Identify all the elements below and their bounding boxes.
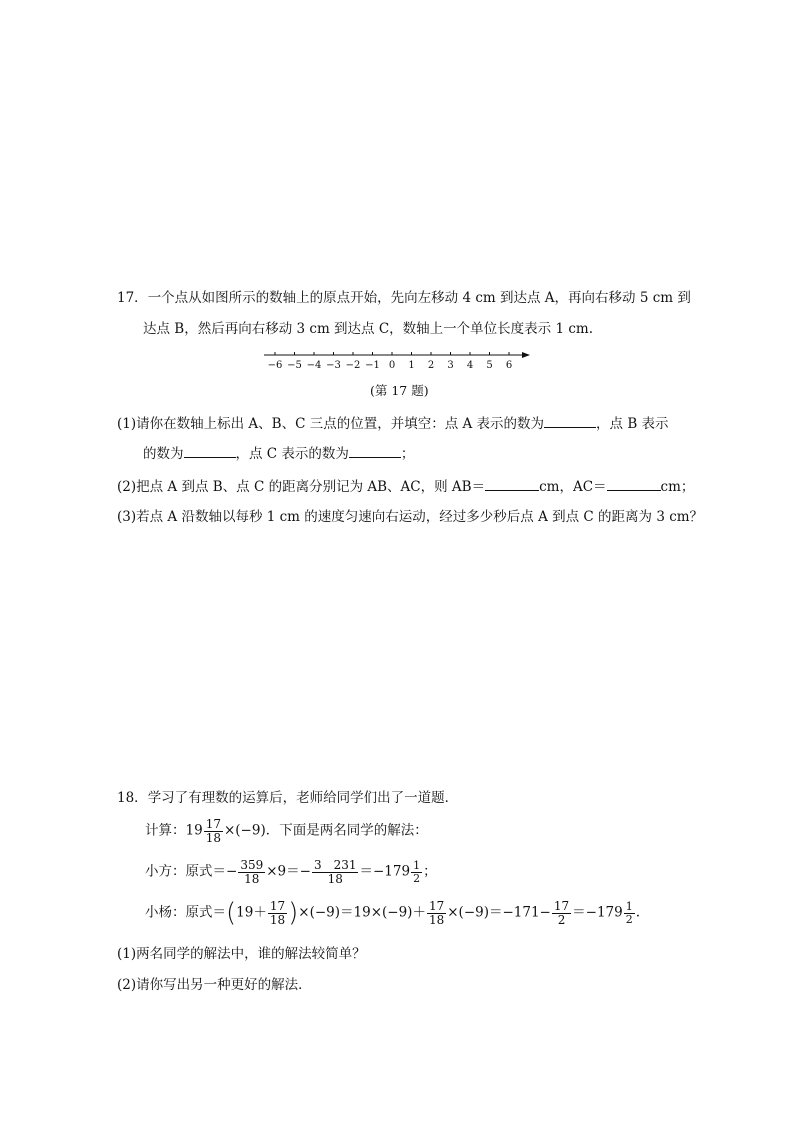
calc-label: 计算：19	[145, 822, 203, 839]
q17-stem-line1	[117, 292, 691, 306]
q17-part1-text-a: (1)请你在数轴上标出 A、B、C 三点的位置，并填空：点 A 表示的数为	[117, 416, 545, 432]
number-line-tick-label: −2	[345, 360, 361, 371]
xiaofang-fraction-1: $\frac{359}{18}$	[240, 858, 264, 886]
left-paren: (	[226, 898, 237, 929]
q17-part1-line1	[117, 418, 669, 432]
xiaofang-end: ；	[423, 863, 437, 880]
q18-part1: (1)两名同学的解法中，谁的解法较简单？	[117, 946, 366, 962]
number-line	[260, 348, 550, 374]
right-paren: )	[288, 898, 299, 929]
number-line-tick-label: 6	[505, 360, 513, 371]
xiaoyang-fraction-1: $\frac{17}{18}$	[269, 899, 286, 927]
number-line-tick-label: −6	[267, 360, 283, 371]
q17-part2	[117, 481, 694, 495]
q18-xiaoyang	[145, 898, 641, 929]
number-line-tick-label: −1	[365, 360, 380, 371]
q18-number: 18．	[117, 790, 148, 806]
xiaoyang-eq: ＝−179	[572, 904, 623, 921]
q17-stem-text1: 一个点从如图所示的数轴上的原点开始，先向左移动 4 cm 到达点 A，再向右移动 5 cm 到	[147, 290, 691, 306]
q17-part2-text-b: cm，AC＝	[539, 479, 607, 495]
q17-part1-line2	[143, 448, 414, 462]
q17-number: 17．	[117, 290, 148, 306]
q17-part3: (3)若点 A 沿数轴以每秒 1 cm 的速度匀速向右运动，经过多少秒后点 A 到点 C 的距离为 3 cm？	[117, 509, 704, 525]
q18-stem	[117, 792, 458, 806]
xiaofang-fraction-2: $\frac{3 231}{18}$	[313, 858, 357, 886]
q18-xiaofang	[145, 859, 437, 885]
calc-fraction: $\frac{17}{18}$	[205, 817, 221, 845]
answer-blank-c[interactable]	[349, 456, 401, 458]
xiaoyang-fraction-2: $\frac{17}{18}$	[428, 899, 445, 927]
number-line-tick-label: −3	[326, 360, 341, 371]
answer-blank-a[interactable]	[544, 426, 596, 428]
q17-part1-text-d: ，点 C 表示的数为	[235, 446, 349, 462]
xiaoyang-fraction-4: $\frac{1}{2}$	[625, 900, 633, 926]
xiaoyang-in1: 19＋	[236, 904, 267, 921]
q17-stem-line2: 达点 B，然后再向右移动 3 cm 到达点 C，数轴上一个单位长度表示 1 cm.	[143, 321, 593, 337]
xiaofang-eq: ＝−179	[359, 863, 411, 880]
q17-part1-text-c: 的数为	[143, 446, 184, 462]
number-line-tick-label: 2	[427, 360, 435, 371]
number-line-tick-label: 1	[408, 360, 415, 371]
xiaofang-mid: ×9＝−	[266, 863, 311, 880]
q17-figure-caption: (第 17 题)	[370, 383, 429, 398]
number-line-tick-label: 3	[447, 360, 454, 371]
number-line-tick-label: 4	[466, 360, 474, 371]
number-line-arrow	[522, 352, 530, 358]
xiaoyang-fraction-3: $\frac{17}{2}$	[553, 899, 570, 927]
number-line-tick-label: −4	[306, 360, 322, 371]
number-line-tick-label: 5	[486, 360, 493, 371]
q17-part2-text-a: (2)把点 A 到点 B、点 C 的距离分别记为 AB、AC，则 AB＝	[117, 479, 486, 495]
q18-part2: (2)请你写出另一种更好的解法．	[117, 977, 312, 993]
answer-blank-ab[interactable]	[485, 489, 539, 491]
q17-part1-text-e: ；	[400, 446, 415, 462]
q17-part2-text-c: cm；	[660, 479, 695, 495]
number-line-tick-label: −5	[287, 360, 302, 371]
xiaoyang-label: 小杨：原式＝	[145, 904, 226, 921]
xiaofang-label: 小方：原式＝−	[145, 863, 238, 880]
calc-rest: ×(−9)．下面是两名同学的解法：	[223, 822, 428, 839]
q18-stem-text: 学习了有理数的运算后，老师给同学们出了一道题．	[147, 790, 459, 806]
q17-part1-text-b: ，点 B 表示	[596, 416, 669, 432]
answer-blank-b[interactable]	[184, 456, 236, 458]
xiaofang-fraction-3: $\frac{1}{2}$	[413, 859, 421, 885]
number-line-tick-label: 0	[388, 360, 396, 371]
xiaoyang-mid2: ×(−9)＝−171−	[447, 904, 551, 921]
xiaoyang-end: .	[635, 904, 641, 921]
xiaoyang-mid1: ×(−9)＝19×(−9)＋	[298, 904, 426, 921]
q18-calc	[145, 818, 428, 844]
answer-blank-ac[interactable]	[607, 489, 661, 491]
